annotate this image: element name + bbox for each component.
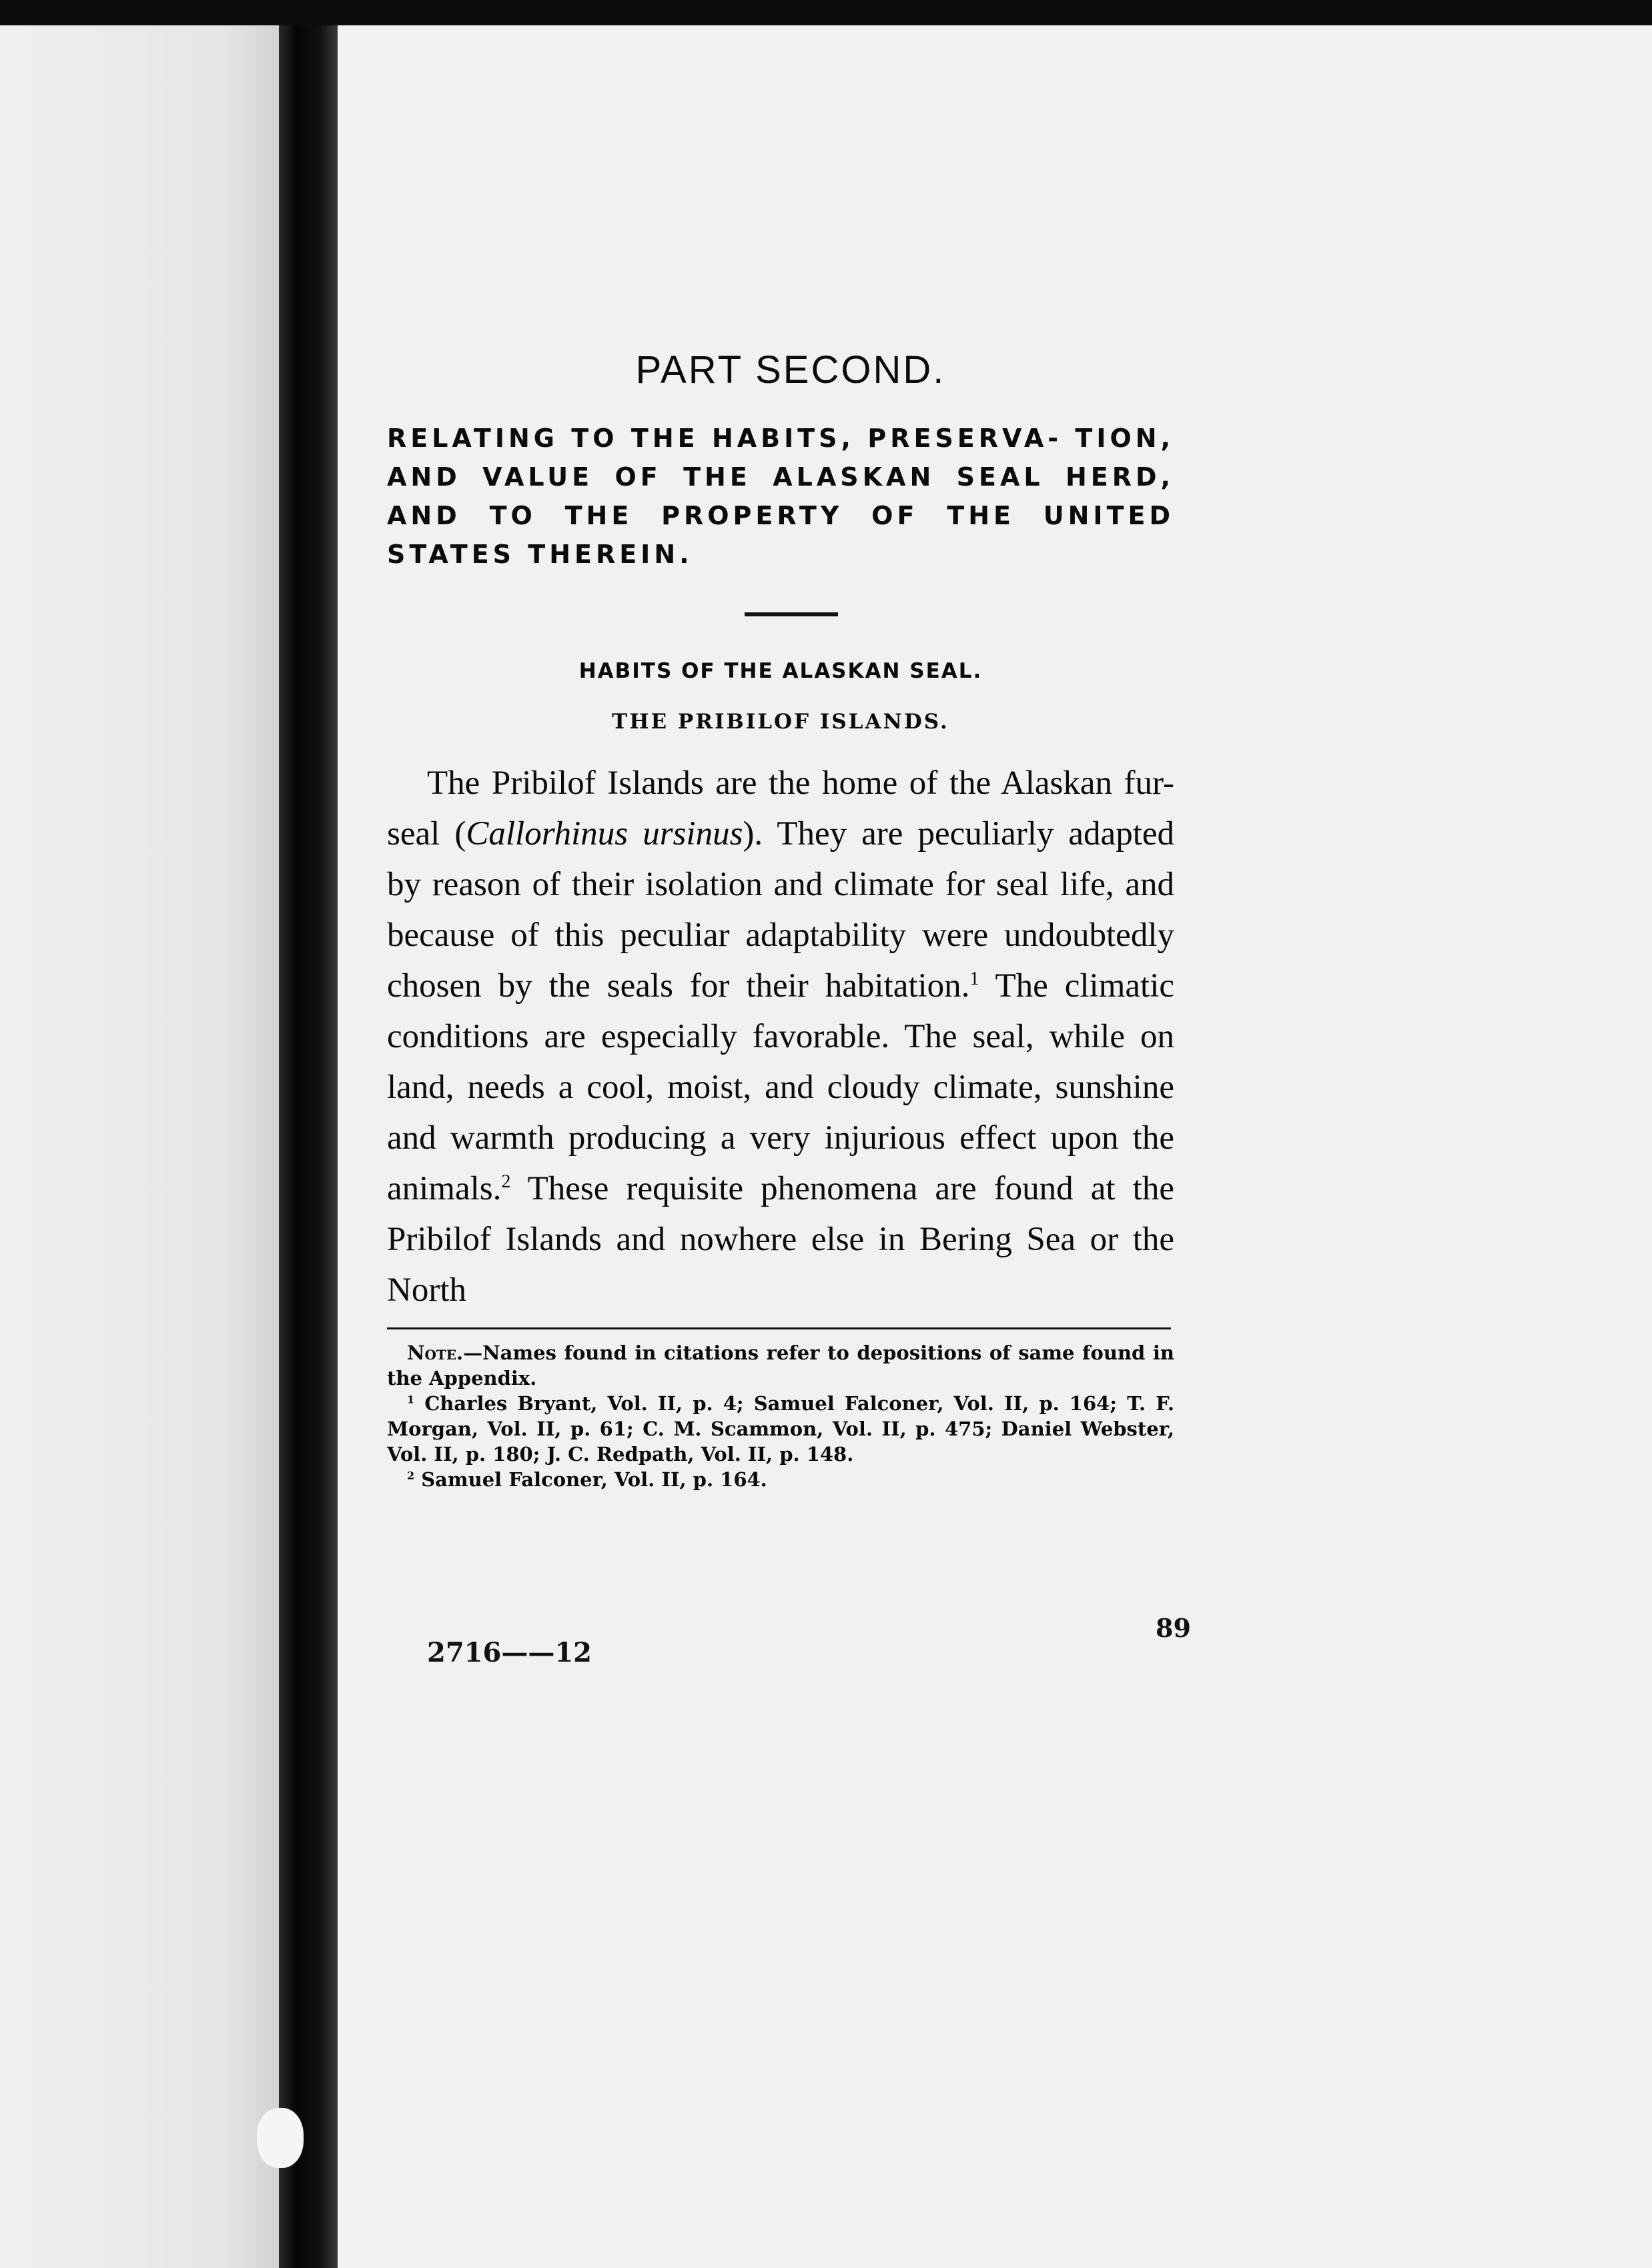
footnote-ref-2: 2 [501, 1171, 511, 1192]
body-paragraph [387, 758, 1174, 1315]
page-text-block [387, 347, 1174, 1492]
part-title: PART SECOND. [635, 348, 946, 392]
body-text-part-4: These requisite phenomena are found at the Pribilof Islands and nowhere else in Bering Sea or the North [387, 1169, 1174, 1309]
subsection-heading: THE PRIBILOF ISLANDS. [612, 709, 949, 734]
footnote-ref-1: 1 [969, 968, 979, 989]
part-subtitle: RELATING TO THE HABITS, PRESERVA- TION, AND VALUE OF THE ALASKAN SEAL HERD, AND TO THE PROPERTY OF THE UNITED STATES THEREIN. [387, 423, 1174, 569]
footnote-1-mark: 1 [407, 1392, 415, 1405]
footnote-2-mark: 2 [407, 1468, 415, 1482]
facing-page-margin [0, 25, 279, 2268]
note-text: —Names found in citations refer to depositions of same found in the Appendix. [387, 1341, 1174, 1389]
heading-divider [745, 612, 838, 616]
note-label: Note. [407, 1341, 464, 1364]
body-text-part-1: The Pribilof Islands are the home of the Alaskan fur-seal ( [387, 764, 1174, 853]
species-name: Callorhinus ursinus [466, 814, 743, 853]
footnote-rule [387, 1327, 1171, 1329]
footnotes [387, 1340, 1174, 1492]
footnote-2 [387, 1467, 1174, 1492]
body-text-part-2: ). They are peculiarly adapted by reason of their isolation and climate for seal life, and because of this peculiar adaptability were undoubtedly chosen by the seals for their habitation. [387, 814, 1174, 1005]
footnote-note [387, 1340, 1174, 1391]
footnote-1 [387, 1391, 1174, 1467]
footnote-1-text: Charles Bryant, Vol. II, p. 4; Samuel Falconer, Vol. II, p. 164; T. F. Morgan, Vol. II, p. 61; C. M. Scammon, Vol. II, p. 475; Daniel Webster, Vol. II, p. 180; J. C. Redpath, Vol. II, p. 148. [387, 1391, 1174, 1466]
footnote-2-text: Samuel Falconer, Vol. II, p. 164. [414, 1468, 767, 1491]
printer-signature-mark: 2716——12 [427, 1637, 592, 1668]
scan-top-edge [0, 0, 1652, 25]
section-heading: HABITS OF THE ALASKAN SEAL. [578, 658, 983, 683]
binding-hole [257, 2108, 304, 2168]
body-text-part-3: The climatic conditions are especially favorable. The seal, while on land, needs a cool, moist, and cloudy climate, sunshine and warmth producing a very injurious effect upon the animals. [387, 967, 1175, 1207]
book-spine-gutter [279, 25, 338, 2268]
page-number: 89 [1156, 1613, 1191, 1643]
